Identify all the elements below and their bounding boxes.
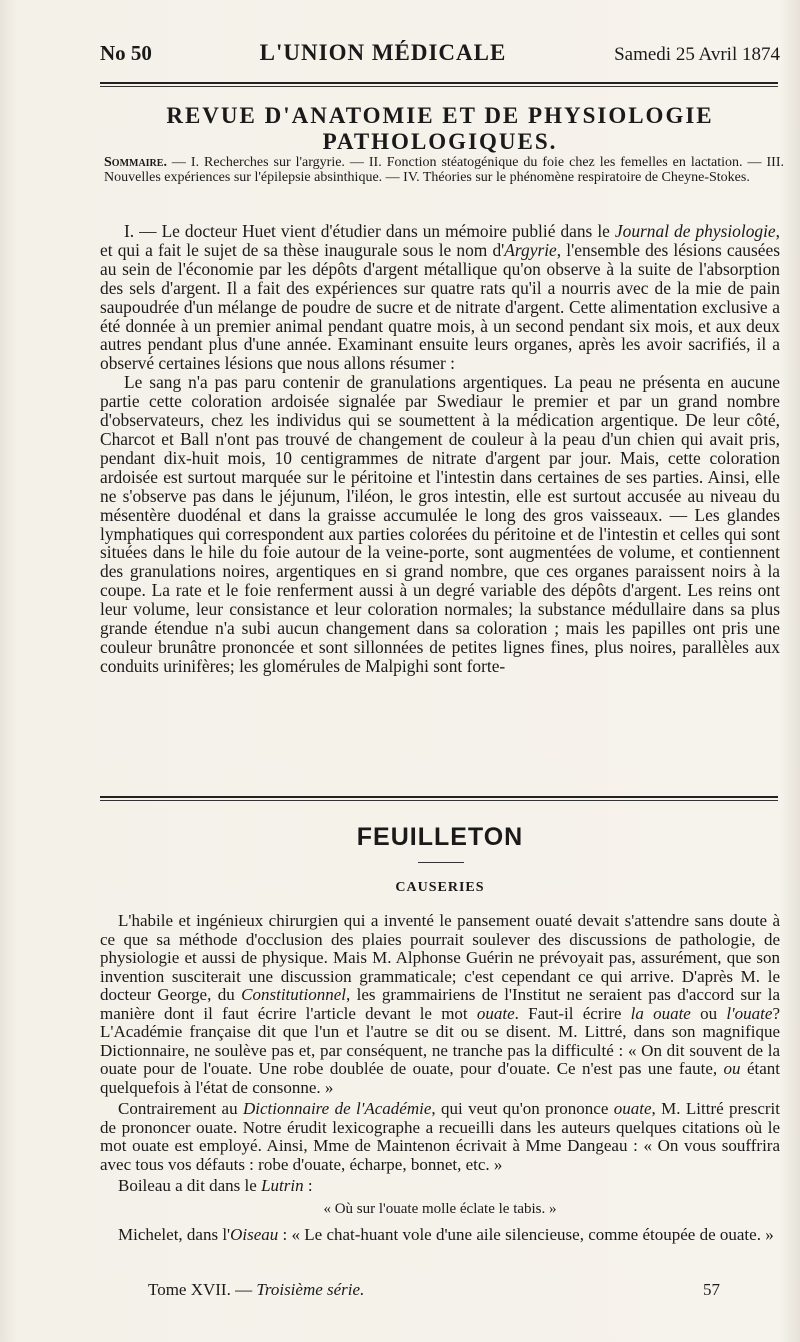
- text-run: étant quelquefois à l'état de consonne. »: [100, 1059, 781, 1097]
- text-run: , qui veut qu'on prononce: [431, 1099, 614, 1118]
- issue-date: Samedi 25 Avril 1874: [614, 44, 780, 65]
- page-number: 57: [703, 1280, 720, 1299]
- feuilleton-paragraph: [100, 1226, 780, 1245]
- summary-label: Sommaire.: [104, 155, 167, 170]
- text-run: . Faut-il écrire: [514, 1003, 631, 1023]
- poem-title: Lutrin: [261, 1176, 304, 1195]
- header-rule: [100, 82, 778, 84]
- verse-quote: « Où sur l'ouate molle éclate le tabis. »: [323, 1200, 557, 1217]
- page-footer: [148, 1280, 720, 1300]
- word-ouate: ouate: [613, 1099, 652, 1118]
- running-head: [100, 40, 780, 80]
- text-run: , les grammairiens de l'Institut ne seraient pas d'accord sur la manière dont il faut écrire l'article devant le mot: [100, 985, 781, 1023]
- text-run: , l'ensemble des lésions causées au sein de l'économie par les dépôts d'argent métallique qu'on observe à la suite de l'absorption des sels d'argent. Il a fait des expériences sur quatre rats qu'il a nourris avec de la mie de pain saupoudrée d'un mélange de poudre de sucre et de nitrate d'argent. Cette alimentation exclusive a été donnée à un premier animal pendant quatre mois, à un second pendant six mois, et aux deux autres pendant plus d'une année. Examinant ensuite leurs organes, après les avoir sacrifiés, il a observé certaines lésions que nous allons résumer :: [100, 239, 780, 374]
- word-ouate: ouate: [476, 1003, 515, 1023]
- title-divider: [418, 862, 464, 863]
- book-title: Oiseau: [230, 1225, 279, 1244]
- series-label: Troisième série.: [256, 1280, 365, 1299]
- text-run: ? L'Académie française dit que l'un et l'autre se dit ou se disent. M. Littré, dans son magnifique Dictionnaire, ne soulève pas et, par conséquent, ne tranche pas la difficulté : « On dit souvent de la ouate pour de l'ouate. Une robe doublée de ouate, pour d'ouate. Ce n'est pas une faute,: [100, 1003, 781, 1078]
- word-louate: l'ouate: [726, 1003, 773, 1023]
- article-paragraph: Le sang n'a pas paru contenir de granulations argentiques. La peau ne présenta en aucune partie cette coloration ardoisée signalée par Swediaur le premier et par un grand nombre d'observateurs, chez les individus qui se soumettent à la médication argentique. De leur côté, Charcot et Ball n'ont pas trouvé de changement de couleur à la peau d'un chien qui avait pris, pendant dix-huit mois, 10 centigrammes de nitrate d'argent par jour. Mais, cette coloration ardoisée est surtout marquée sur le péritoine et l'intestin dans certaines de ses parties. Ainsi, elle ne s'observe pas dans le jéjunum, l'iléon, le gros intestin, elle est surtout accusée au niveau du mésentère duodénal et dans la graisse accumulée le long des gros vaisseaux. — Les glandes lymphatiques qui correspondent aux parties colorées du péritoine et de l'intestin et celles qui sont situées dans le hile du foie autour de la veine-porte, sont augmentées de volume, et contiennent des granulations noires, argentiques en si grand nombre, que ces organes paraissent noirs à la coupe. La rate et le foie renferment aussi à un degré variable des dépôts d'argent. Les reins ont leur volume, leur consistance et leur coloration normales; la substance médullaire dans sa plus grande étendue n'a subi aucun changement dans sa coloration ; mais les papilles ont pris une couleur brunâtre prononcée et sont sillonnées de petites lignes fines, plus noires, parallèles aux conduits urinifères; les glomérules de Malpighi sont forte-: [100, 372, 780, 676]
- feuilleton-paragraph: [100, 1100, 780, 1174]
- summary-text: — I. Recherches sur l'argyrie. — II. Fonction stéatogénique du foie chez les femelles en lactation. — III. Nouvelles expériences sur l'épilepsie absinthique. — IV. Théories sur le phénomène respiratoire de Cheyne-Stokes.: [104, 155, 784, 185]
- text-run: : « Le chat-huant vole d'une aile silencieuse, comme étoupée de ouate. »: [278, 1225, 774, 1244]
- newspaper-name: Constitutionnel: [241, 985, 346, 1004]
- text-run: Boileau a dit dans le: [118, 1176, 262, 1195]
- article-body: [100, 222, 780, 676]
- volume-number: Tome XVII. —: [148, 1280, 257, 1299]
- feuilleton-subtitle: CAUSERIES: [395, 880, 485, 895]
- header-rule-thin: [100, 86, 778, 87]
- journal-name: Journal de physiologie: [614, 221, 776, 241]
- feuilleton-title: FEUILLETON: [356, 823, 524, 851]
- text-run: ou: [690, 1003, 727, 1023]
- feuilleton-body: [100, 912, 780, 1248]
- journal-title: L'UNION MÉDICALE: [259, 40, 507, 65]
- volume-info: [148, 1280, 364, 1300]
- text-run: L'habile et ingénieux chirurgien qui a inventé le pansement ouaté devait s'attendre sans doute à ce que sa méthode d'occlusion des plaies pourrait soulever des discussions de pathologie, de physiologie et aussi de physique. Mais M. Alphonse Guérin ne prévoyait pas, assurément, que son invention susciterait une discussion grammaticale; c'est cependant ce qui arrive. D'après M. le docteur George, du: [100, 911, 780, 1004]
- issue-number: No 50: [100, 41, 152, 65]
- text-run: :: [303, 1176, 313, 1195]
- feuilleton-rule: [100, 796, 778, 798]
- text-run: I. — Le docteur Huet vient d'étudier dans un mémoire publié dans le: [124, 221, 615, 241]
- word-la-ouate: la ouate: [630, 1003, 691, 1023]
- text-run: , et qui a fait le sujet de sa thèse inaugurale sous le nom d': [100, 221, 781, 260]
- article-paragraph: [100, 222, 780, 373]
- feuilleton-rule-thin: [100, 800, 778, 801]
- section-summary: [104, 155, 784, 185]
- text-run: Michelet, dans l': [118, 1225, 231, 1244]
- text-run: , M. Littré prescrit de prononcer ouate. Notre érudit lexicographe a recueilli dans les auteurs quelques citations où le mot ouate est employé. Ainsi, Mme de Maintenon écrivait à Mme Dangeau : « On vous souffrira avec tous vos défauts : robe d'ouate, écharpe, bonnet, etc. »: [100, 1099, 780, 1174]
- text-run: Contrairement au: [118, 1099, 243, 1118]
- feuilleton-paragraph: [100, 1177, 780, 1196]
- section-title: REVUE D'ANATOMIE ET DE PHYSIOLOGIE PATHOLOGIQUES.: [166, 103, 714, 154]
- feuilleton-paragraph: [100, 912, 780, 1097]
- thesis-title: Argyrie: [504, 239, 557, 260]
- dictionary-name: Dictionnaire de l'Académie: [242, 1099, 432, 1118]
- word-ou: ou: [723, 1059, 741, 1078]
